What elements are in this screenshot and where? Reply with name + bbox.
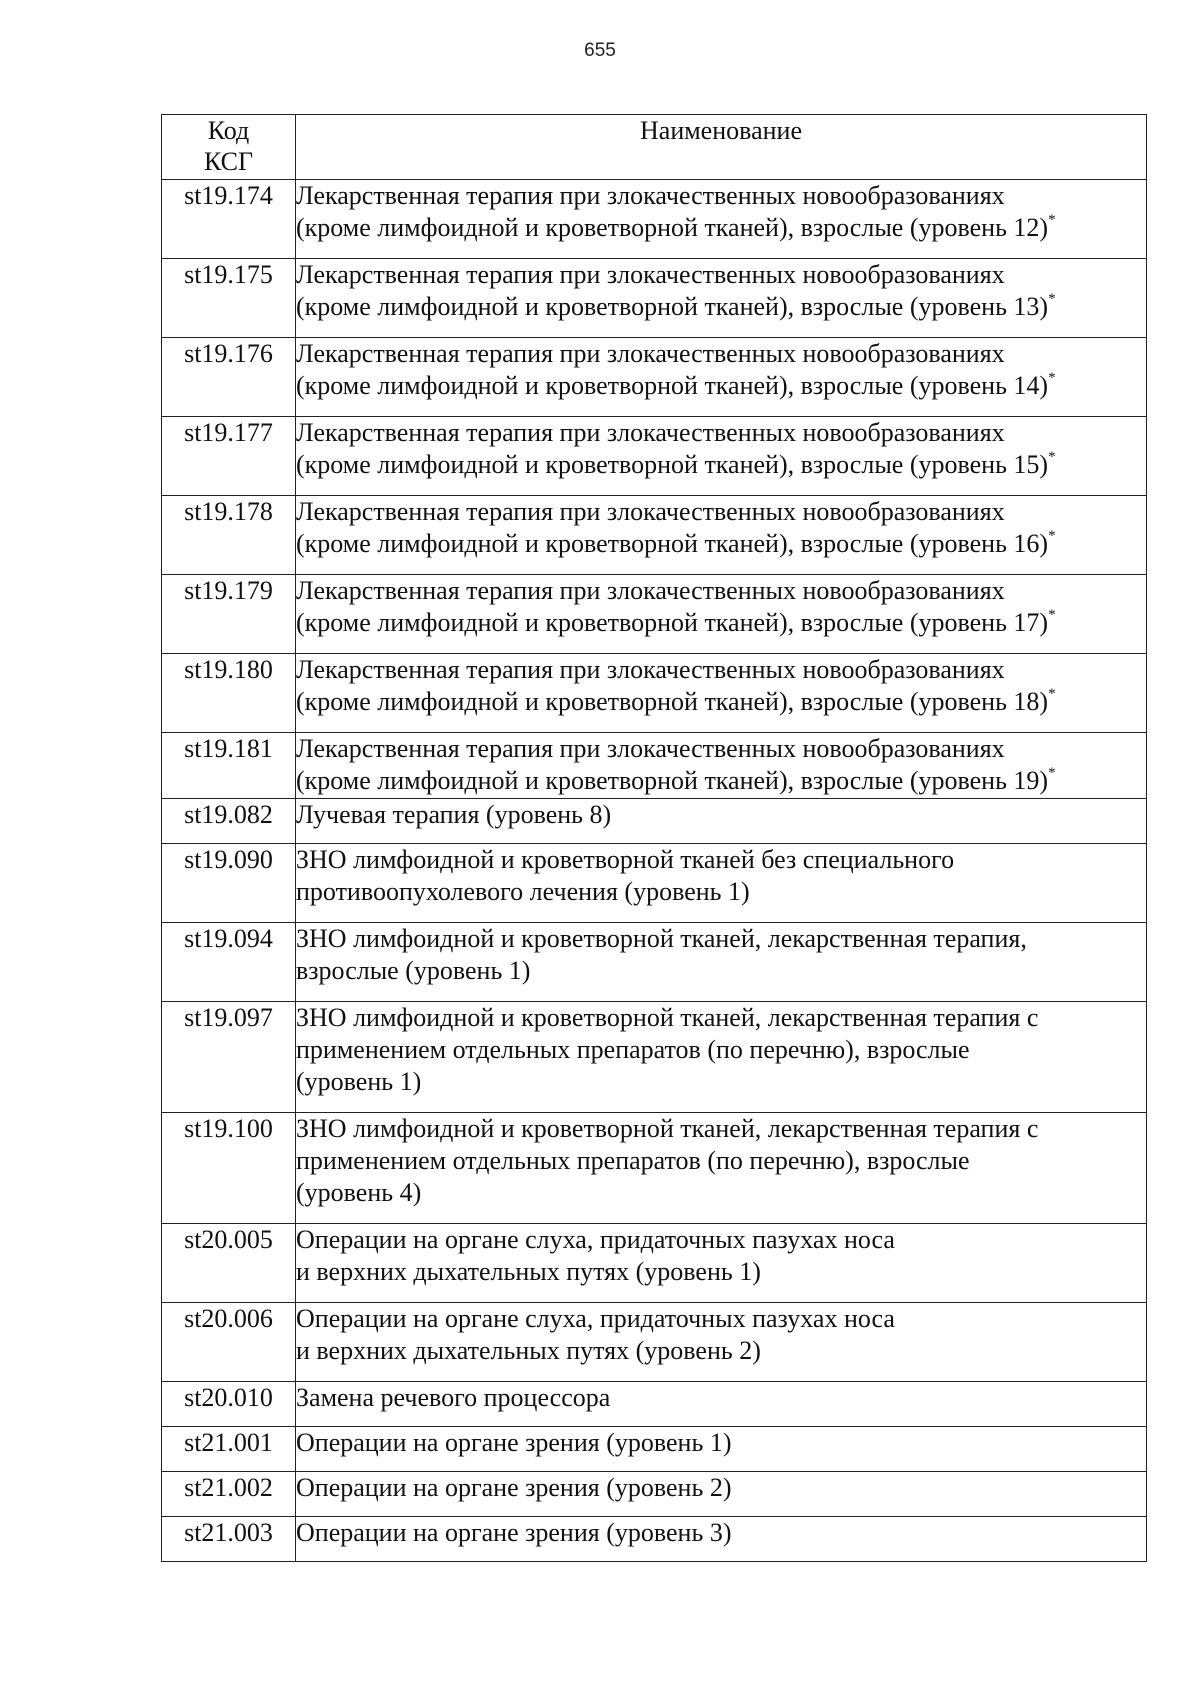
ksg-code-cell: st19.097 xyxy=(162,1002,296,1113)
name-line: Лучевая терапия (уровень 8) xyxy=(296,800,612,829)
name-line: Лекарственная терапия при злокачественных новообразованиях xyxy=(296,181,1005,210)
ksg-name-cell xyxy=(296,1002,1147,1113)
table-row xyxy=(162,1113,1147,1224)
ksg-name-cell xyxy=(296,844,1147,923)
ksg-name-cell xyxy=(296,1303,1147,1382)
table-row xyxy=(162,844,1147,923)
table-row xyxy=(162,1382,1147,1427)
table-row xyxy=(162,575,1147,654)
name-line: взрослые (уровень 1) xyxy=(296,956,531,985)
footnote-mark: * xyxy=(1048,291,1056,307)
table-row xyxy=(162,799,1147,844)
table-row xyxy=(162,259,1147,338)
ksg-code-cell: st19.090 xyxy=(162,844,296,923)
name-line: ЗНО лимфоидной и кроветворной тканей без специального xyxy=(296,845,955,874)
ksg-code-cell: st19.181 xyxy=(162,733,296,799)
ksg-code-cell: st19.175 xyxy=(162,259,296,338)
ksg-code-cell: st21.001 xyxy=(162,1427,296,1472)
name-line: Операции на органе слуха, придаточных пазухах носа xyxy=(296,1225,895,1254)
ksg-name-cell xyxy=(296,923,1147,1002)
ksg-name-cell xyxy=(296,1224,1147,1303)
ksg-name-cell xyxy=(296,575,1147,654)
column-header-code-line2: КСГ xyxy=(203,147,254,176)
name-line: (уровень 4) xyxy=(296,1178,422,1207)
ksg-name-cell xyxy=(296,1427,1147,1472)
footnote-mark: * xyxy=(1048,212,1056,228)
table-row xyxy=(162,1224,1147,1303)
ksg-table xyxy=(161,114,1147,1562)
name-line: (кроме лимфоидной и кроветворной тканей), взрослые (уровень 17) xyxy=(296,608,1049,637)
ksg-name-cell xyxy=(296,417,1147,496)
name-line: Лекарственная терапия при злокачественных новообразованиях xyxy=(296,339,1005,368)
page-number: 655 xyxy=(584,40,616,61)
table-row xyxy=(162,1517,1147,1562)
ksg-name-cell xyxy=(296,1517,1147,1562)
ksg-name-cell xyxy=(296,1382,1147,1427)
ksg-code-cell: st19.100 xyxy=(162,1113,296,1224)
name-line: ЗНО лимфоидной и кроветворной тканей, лекарственная терапия с xyxy=(296,1003,1039,1032)
name-line: (кроме лимфоидной и кроветворной тканей), взрослые (уровень 14) xyxy=(296,371,1049,400)
name-line: Замена речевого процессора xyxy=(296,1383,611,1412)
name-line: (кроме лимфоидной и кроветворной тканей), взрослые (уровень 15) xyxy=(296,450,1049,479)
name-line: Лекарственная терапия при злокачественных новообразованиях xyxy=(296,418,1005,447)
name-line: (уровень 1) xyxy=(296,1067,422,1096)
name-line: Операции на органе зрения (уровень 2) xyxy=(296,1473,732,1502)
ksg-code-cell: st19.082 xyxy=(162,799,296,844)
table-row xyxy=(162,1427,1147,1472)
name-line: противоопухолевого лечения (уровень 1) xyxy=(296,877,750,906)
table-row xyxy=(162,417,1147,496)
name-line: (кроме лимфоидной и кроветворной тканей), взрослые (уровень 12) xyxy=(296,213,1049,242)
ksg-code-cell: st19.176 xyxy=(162,338,296,417)
name-line: (кроме лимфоидной и кроветворной тканей), взрослые (уровень 13) xyxy=(296,292,1049,321)
name-line: и верхних дыхательных путях (уровень 2) xyxy=(296,1336,761,1365)
ksg-name-cell xyxy=(296,799,1147,844)
name-line: Лекарственная терапия при злокачественных новообразованиях xyxy=(296,260,1005,289)
footnote-mark: * xyxy=(1048,607,1056,623)
ksg-code-cell: st19.174 xyxy=(162,180,296,259)
ksg-code-cell: st20.005 xyxy=(162,1224,296,1303)
ksg-name-cell xyxy=(296,733,1147,799)
table-row xyxy=(162,1303,1147,1382)
name-line: Операции на органе зрения (уровень 3) xyxy=(296,1518,732,1547)
footnote-mark: * xyxy=(1048,686,1056,702)
table-row xyxy=(162,923,1147,1002)
name-line: Операции на органе зрения (уровень 1) xyxy=(296,1428,732,1457)
footnote-mark: * xyxy=(1048,528,1056,544)
ksg-code-cell: st19.178 xyxy=(162,496,296,575)
name-line: Лекарственная терапия при злокачественных новообразованиях xyxy=(296,497,1005,526)
name-line: ЗНО лимфоидной и кроветворной тканей, лекарственная терапия с xyxy=(296,1114,1039,1143)
table-row xyxy=(162,733,1147,799)
ksg-code-cell: st20.010 xyxy=(162,1382,296,1427)
footnote-mark: * xyxy=(1048,449,1056,465)
ksg-name-cell xyxy=(296,1472,1147,1517)
ksg-code-cell: st19.179 xyxy=(162,575,296,654)
ksg-code-cell: st19.177 xyxy=(162,417,296,496)
ksg-code-cell: st20.006 xyxy=(162,1303,296,1382)
table-row xyxy=(162,496,1147,575)
name-line: Лекарственная терапия при злокачественных новообразованиях xyxy=(296,734,1005,763)
ksg-name-cell xyxy=(296,1113,1147,1224)
ksg-name-cell xyxy=(296,496,1147,575)
column-header-name: Наименование xyxy=(296,115,1147,180)
ksg-code-cell: st21.002 xyxy=(162,1472,296,1517)
table-header-row xyxy=(162,115,1147,180)
ksg-name-cell xyxy=(296,259,1147,338)
name-line: и верхних дыхательных путях (уровень 1) xyxy=(296,1257,761,1286)
column-header-code-line1: Код xyxy=(207,116,250,145)
table-row xyxy=(162,654,1147,733)
name-line: Лекарственная терапия при злокачественных новообразованиях xyxy=(296,655,1005,684)
ksg-code-cell: st19.094 xyxy=(162,923,296,1002)
ksg-code-cell: st19.180 xyxy=(162,654,296,733)
table-row xyxy=(162,338,1147,417)
name-line: применением отдельных препаратов (по перечню), взрослые xyxy=(296,1035,970,1064)
table-row xyxy=(162,1472,1147,1517)
name-line: Лекарственная терапия при злокачественных новообразованиях xyxy=(296,576,1005,605)
ksg-code-cell: st21.003 xyxy=(162,1517,296,1562)
footnote-mark: * xyxy=(1048,370,1056,386)
name-line: (кроме лимфоидной и кроветворной тканей), взрослые (уровень 18) xyxy=(296,687,1049,716)
table-row xyxy=(162,1002,1147,1113)
ksg-name-cell xyxy=(296,180,1147,259)
name-line: применением отдельных препаратов (по перечню), взрослые xyxy=(296,1146,970,1175)
name-line: Операции на органе слуха, придаточных пазухах носа xyxy=(296,1304,895,1333)
name-line: (кроме лимфоидной и кроветворной тканей), взрослые (уровень 16) xyxy=(296,529,1049,558)
table-row xyxy=(162,180,1147,259)
ksg-name-cell xyxy=(296,338,1147,417)
name-line: ЗНО лимфоидной и кроветворной тканей, лекарственная терапия, xyxy=(296,924,1027,953)
column-header-code xyxy=(162,115,296,180)
name-line: (кроме лимфоидной и кроветворной тканей), взрослые (уровень 19) xyxy=(296,766,1049,795)
ksg-name-cell xyxy=(296,654,1147,733)
footnote-mark: * xyxy=(1048,765,1056,781)
